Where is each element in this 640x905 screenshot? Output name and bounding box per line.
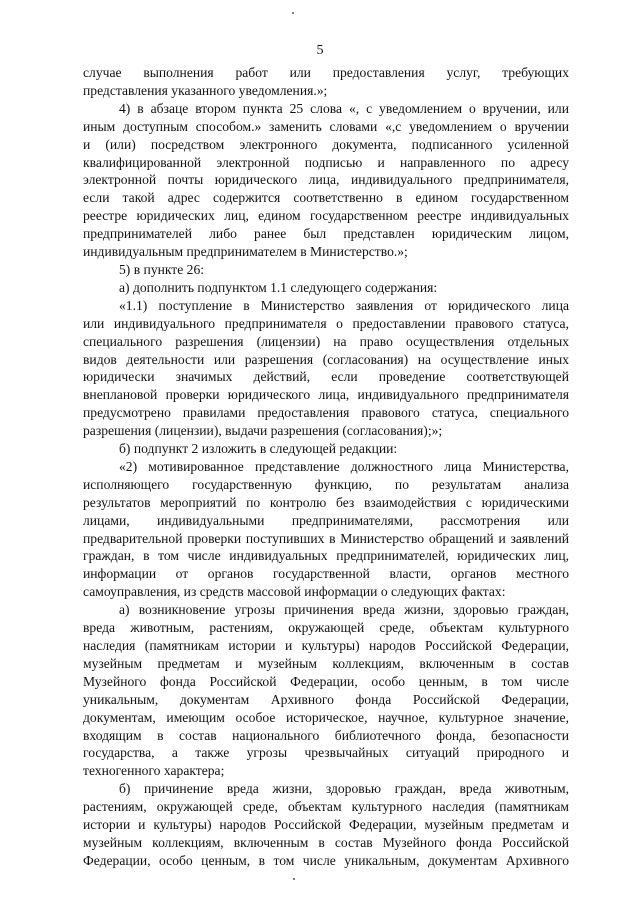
text-line: б) подпункт 2 изложить в следующей редакции: bbox=[119, 441, 398, 457]
text-line: истории и культуры) народов Российской Федерации, музейным предметам и bbox=[83, 817, 569, 833]
text-line: музейным коллекциям, включенным в состав Музейного фонда Российской bbox=[83, 834, 569, 850]
text-line: государства, а также угрозы чрезвычайных ситуаций природного и bbox=[83, 745, 569, 761]
text-line: входящим в состав национального библиотечного фонда, безопасности bbox=[83, 727, 569, 743]
text-line: предусмотрено правилами предоставления правового статуса, специального bbox=[83, 405, 569, 421]
text-line: юридически значимых действий, если проведение соответствующей bbox=[83, 369, 569, 385]
text-line: растениям, окружающей среде, объектам культурного наследия (памятникам bbox=[83, 799, 569, 815]
text-line: наследия (памятникам истории и культуры) народов Российской Федерации, bbox=[83, 638, 569, 653]
text-line: информации от органов государственной власти, органов местного bbox=[83, 566, 569, 582]
text-line: электронной почты юридического лица, индивидуального предпринимателя, bbox=[83, 172, 569, 188]
text-line: музейным предметам и музейным коллекциям, включенным в состав bbox=[83, 655, 569, 671]
text-line: разрешения (лицензии), выдачи разрешения (согласования);»; bbox=[83, 423, 443, 439]
document-body bbox=[83, 64, 569, 870]
text-line: предварительной проверки поступивших в Министерство обращений и заявлений bbox=[83, 530, 569, 546]
text-line: или индивидуального предпринимателя о предоставлении правового статуса, bbox=[83, 315, 569, 331]
text-line: 4) в абзаце втором пункта 25 слова «, с уведомлением о вручении, или bbox=[119, 100, 569, 116]
text-line: а) дополнить подпунктом 1.1 следующего содержания: bbox=[119, 279, 438, 295]
text-line: иным доступным способом.» заменить словами «,с уведомлением о вручении bbox=[83, 118, 569, 134]
text-line: видов деятельности или разрешения (согласования) на осуществление иных bbox=[83, 351, 569, 367]
text-line: техногенного характера; bbox=[83, 763, 225, 779]
text-line: 5) в пункте 26: bbox=[119, 261, 205, 277]
text-line: и (или) посредством электронного документа, подписанного усиленной bbox=[83, 136, 569, 152]
text-line: граждан, в том числе индивидуальных предпринимателей, юридических лиц, bbox=[83, 548, 569, 564]
text-line: б) причинение вреда жизни, здоровью граждан, вреда животным, bbox=[119, 781, 569, 797]
text-line: представления указанного уведомления.»; bbox=[83, 82, 328, 98]
page-number: 5 bbox=[316, 43, 324, 58]
text-line: случае выполнения работ или предоставления услуг, требующих bbox=[83, 65, 569, 80]
text-line: самоуправления, из средств массовой информации о следующих фактах: bbox=[83, 584, 506, 600]
text-line: Федерации, особо ценным, в том числе уникальным, документам Архивного bbox=[83, 852, 569, 868]
text-line: реестре юридических лиц, едином государственном реестре индивидуальных bbox=[83, 208, 569, 224]
text-line: результатов мероприятий по контролю без взаимодействия с юридическими bbox=[83, 494, 569, 510]
text-line: «1.1) поступление в Министерство заявления от юридического лица bbox=[119, 297, 569, 313]
text-line: предпринимателей либо ранее был представлен юридическим лицом, bbox=[83, 226, 569, 242]
text-line: а) возникновение угрозы причинения вреда жизни, здоровью граждан, bbox=[119, 602, 569, 618]
text-line: вреда животным, растениям, окружающей среде, объектам культурного bbox=[83, 620, 569, 636]
text-line: «2) мотивированное представление должностного лица Министерства, bbox=[119, 458, 569, 474]
text-line: Музейного фонда Российской Федерации, особо ценным, в том числе bbox=[83, 673, 569, 689]
text-line: исполняющего государственную функцию, по результатам анализа bbox=[83, 476, 569, 492]
text-line: квалифицированной электронной подписью и направленного по адресу bbox=[83, 154, 569, 170]
text-line: если такой адрес содержится соответственно в едином государственном bbox=[83, 190, 569, 206]
text-line: лицами, индивидуальными предпринимателями, рассмотрения или bbox=[83, 512, 569, 528]
text-line: уникальным, документам Архивного фонда Российской Федерации, bbox=[83, 691, 569, 707]
text-line: документам, имеющим особое историческое, научное, культурное значение, bbox=[83, 709, 569, 725]
scan-speck bbox=[292, 12, 294, 14]
scan-speck bbox=[293, 878, 295, 880]
text-line: специального разрешения (лицензии) на право осуществления отдельных bbox=[83, 333, 569, 349]
text-line: индивидуальным предпринимателем в Министерство.»; bbox=[83, 244, 408, 260]
text-line: внеплановой проверки юридического лица, индивидуального предпринимателя bbox=[83, 387, 569, 403]
